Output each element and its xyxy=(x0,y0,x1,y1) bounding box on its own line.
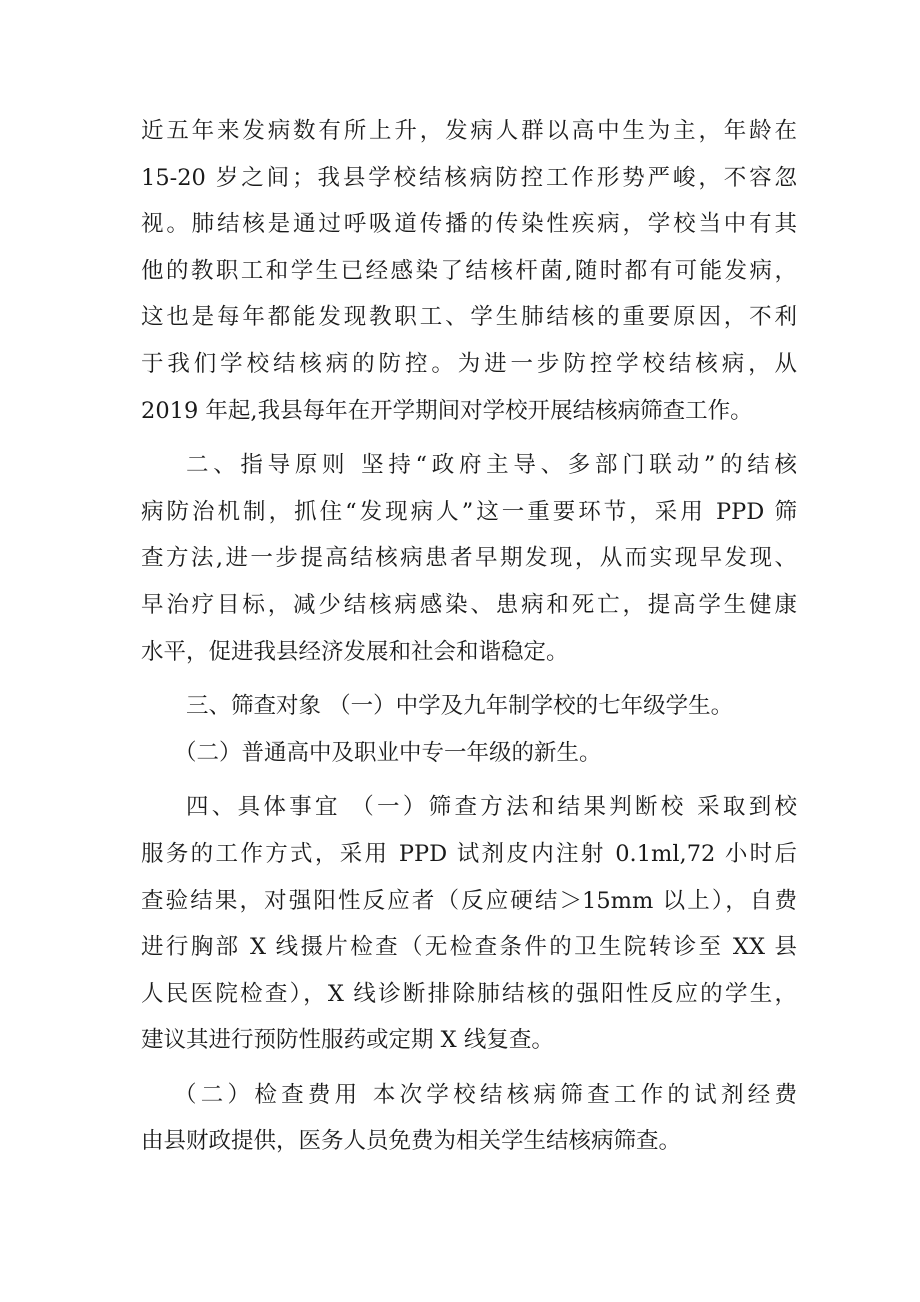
text-line: 由县财政提供，医务人员免费为相关学生结核病筛查。 xyxy=(141,1128,682,1155)
text-line: （二）普通高中及职业中专一年级的新生。 xyxy=(174,739,602,766)
text-line: 于我们学校结核病的防控。为进一步防控学校结核病，从 xyxy=(141,350,797,377)
text-line: 近五年来发病数有所上升，发病人群以高中生为主，年龄在 xyxy=(141,118,797,144)
text-line: 进行胸部 X 线摄片检查（无检查条件的卫生院转诊至 XX 县 xyxy=(141,934,797,961)
text-line: 15-20 岁之间；我县学校结核病防控工作形势严峻，不容忽 xyxy=(141,164,797,191)
text-line: 他的教职工和学生已经感染了结核杆菌,随时都有可能发病， xyxy=(141,257,797,284)
text-line: 视。肺结核是通过呼吸道传播的传染性疾病，学校当中有其 xyxy=(141,211,797,238)
section-heading-line: 四、具体事宜 （一）筛查方法和结果判断校 采取到校 xyxy=(186,794,797,821)
text-line: 2019 年起,我县每年在开学期间对学校开展结核病筛查工作。 xyxy=(141,397,753,424)
section-heading-line: （二）检查费用 本次学校结核病筛查工作的试剂经费 xyxy=(174,1081,797,1108)
text-line: 建议其进行预防性服药或定期 X 线复查。 xyxy=(141,1027,554,1054)
text-line: 这也是每年都能发现教职工、学生肺结核的重要原因，不利 xyxy=(141,304,797,331)
text-line: 查方法,进一步提高结核病患者早期发现，从而实现早发现、 xyxy=(141,545,797,572)
section-heading-line: 三、筛查对象 （一）中学及九年制学校的七年级学生。 xyxy=(186,693,734,720)
text-line: 病防治机制，抓住“发现病人”这一重要环节，采用 PPD 筛 xyxy=(141,498,797,525)
document-body xyxy=(141,108,797,1165)
text-line: 水平，促进我县经济发展和社会和谐稳定。 xyxy=(141,638,569,665)
text-line: 早治疗目标，减少结核病感染、患病和死亡，提高学生健康 xyxy=(141,591,797,618)
section-heading-line: 二、指导原则 坚持“政府主导、多部门联动”的结核 xyxy=(186,452,797,479)
text-line: 人民医院检查），X 线诊断排除肺结核的强阳性反应的学生， xyxy=(141,980,797,1007)
text-line: 服务的工作方式，采用 PPD 试剂皮内注射 0.1ml,72 小时后 xyxy=(141,840,797,867)
text-line: 查验结果，对强阳性反应者（反应硬结＞15mm 以上），自费 xyxy=(141,887,797,914)
